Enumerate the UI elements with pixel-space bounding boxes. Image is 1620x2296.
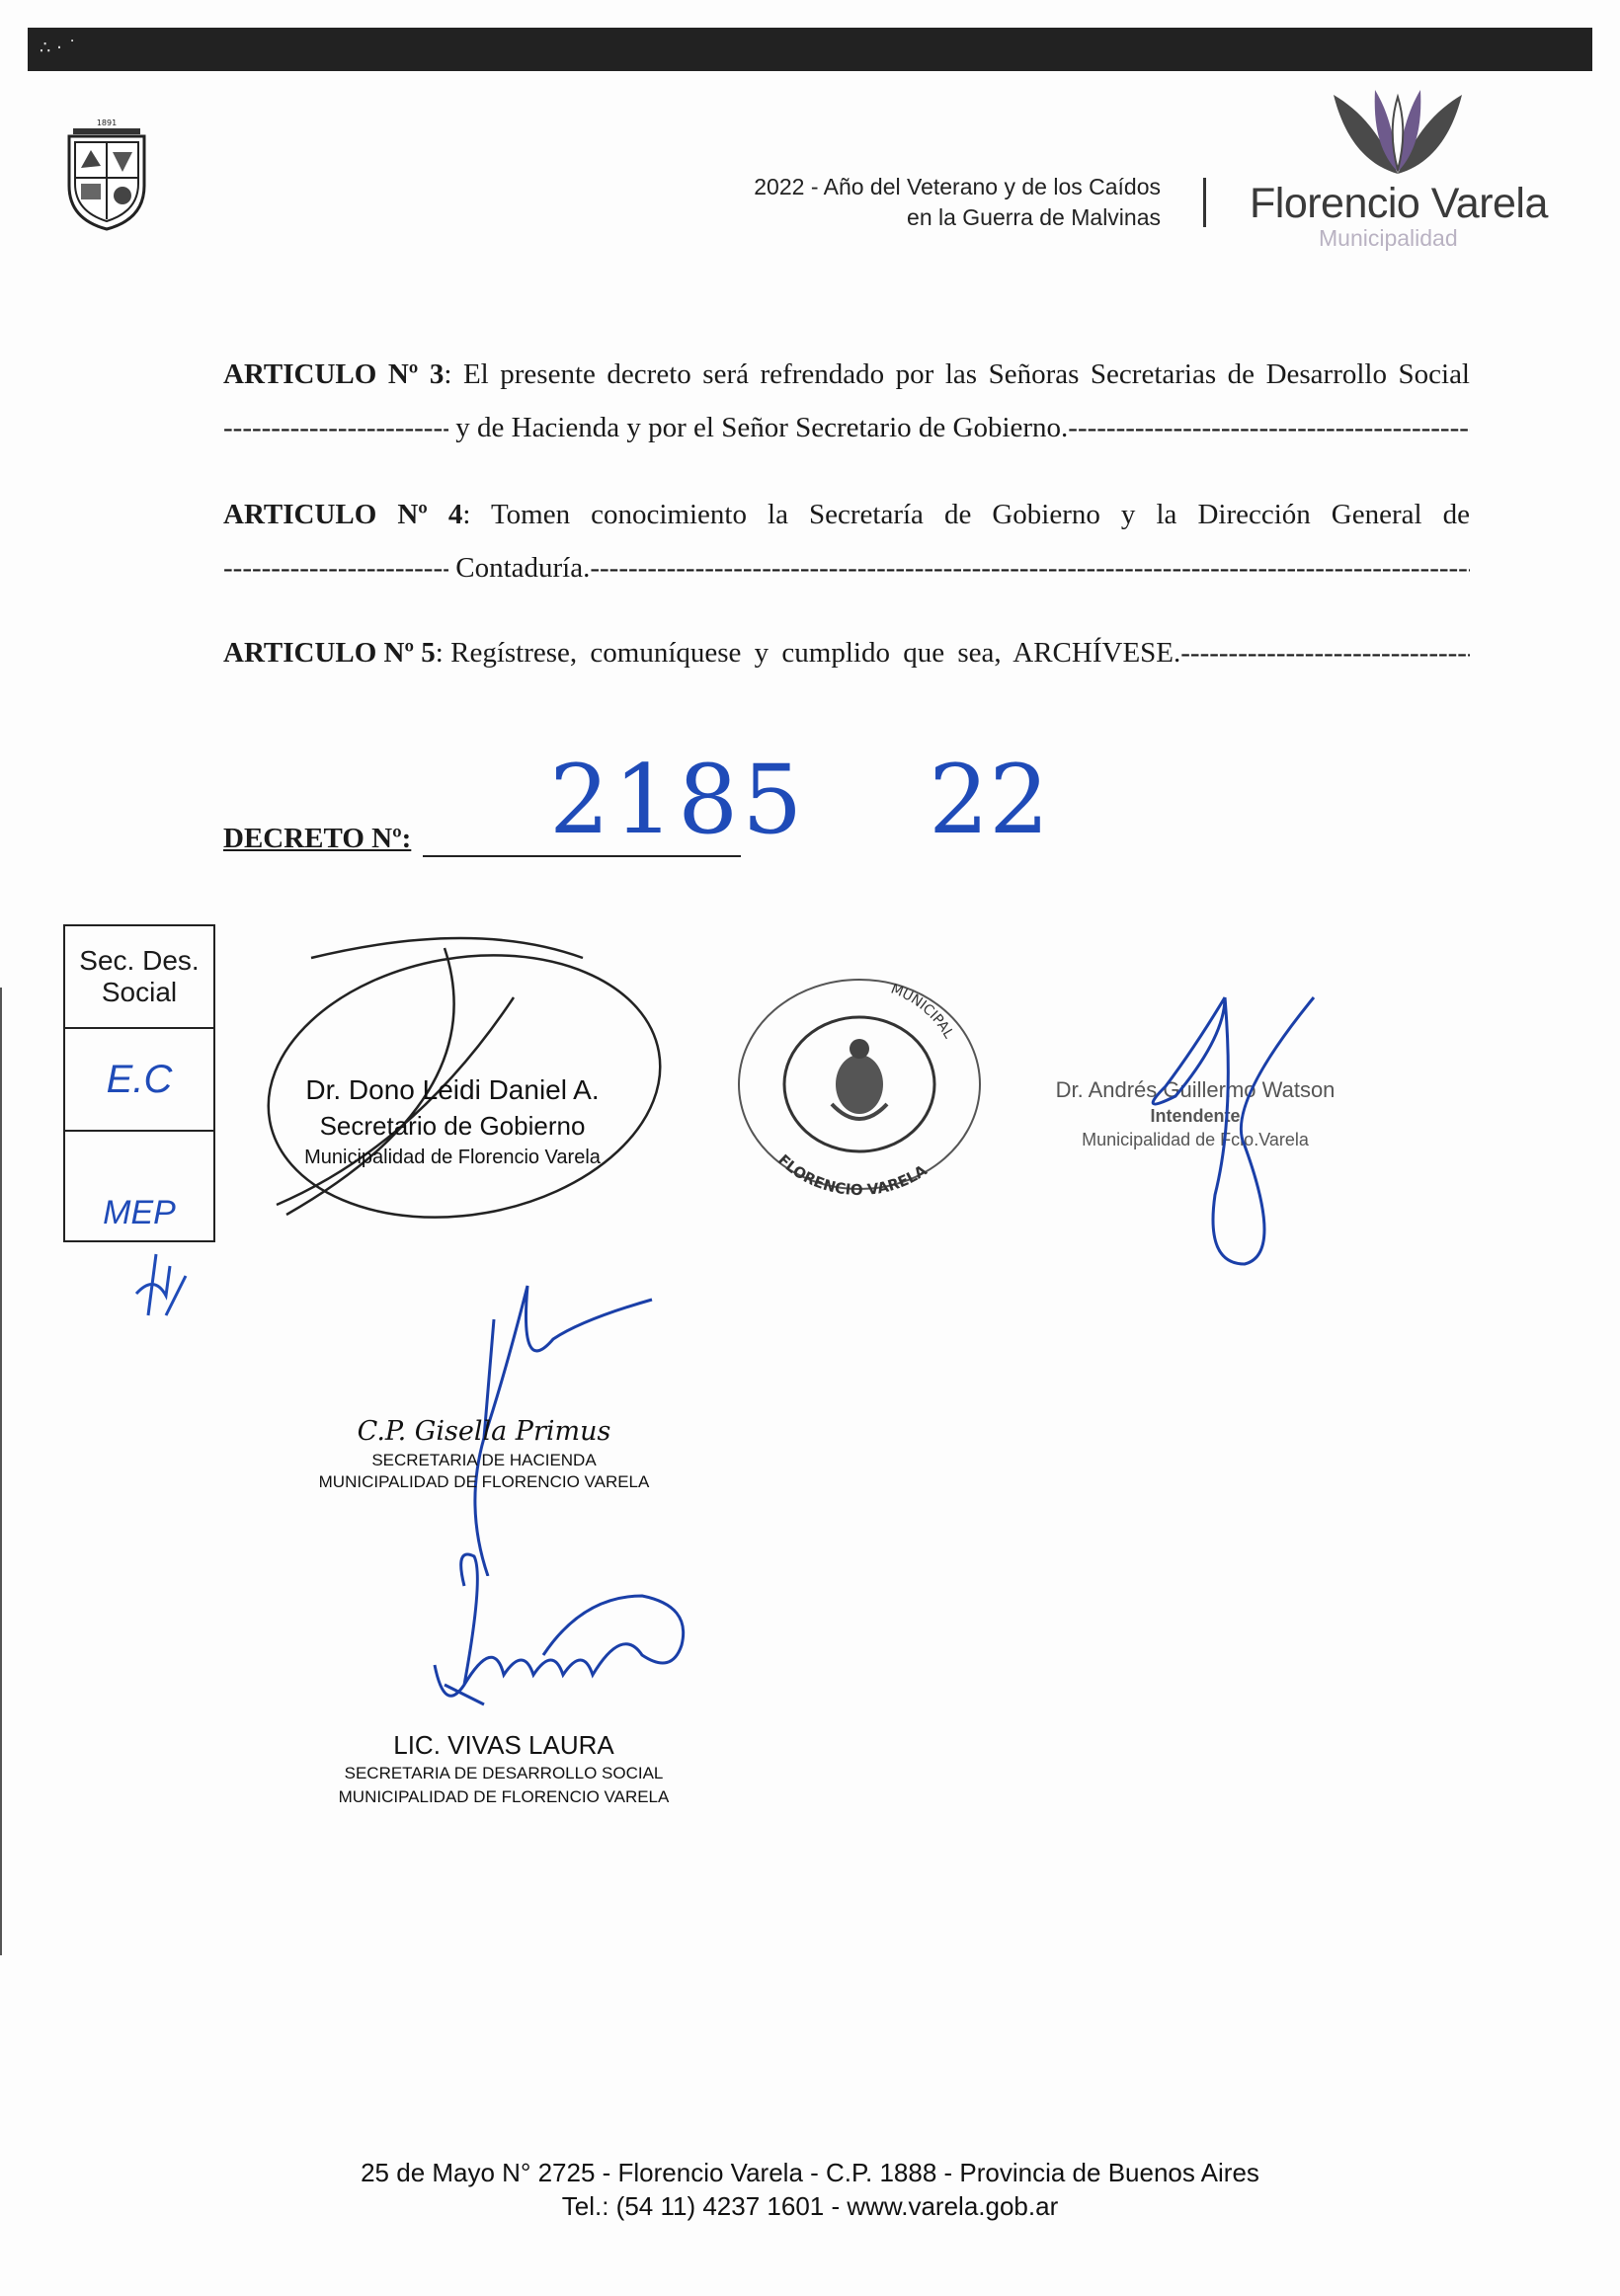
desarrollo-name: LIC. VIVAS LAURA <box>393 1730 614 1760</box>
slogan-line-1: 2022 - Año del Veterano y de los Caídos <box>754 174 1161 199</box>
article-3-line-2 <box>223 401 1470 454</box>
article-4-text-2: Contaduría. <box>455 552 591 584</box>
decreto-underline <box>423 855 741 857</box>
hacienda-signature-block <box>296 1414 672 1493</box>
article-4-line-1: ARTICULO Nº 4: Tomen conocimiento la Secretaría de Gobierno y la Dirección General de <box>223 499 1470 530</box>
intendente-title: Intendente <box>1150 1106 1241 1126</box>
article-4-line-2 <box>223 541 1470 594</box>
hacienda-title: SECRETARIA DE HACIENDA <box>371 1451 597 1469</box>
decreto-label: DECRETO Nº: <box>223 823 412 854</box>
gobierno-signature-block <box>265 1072 640 1171</box>
article-3 <box>223 348 1470 454</box>
gobierno-title: Secretario de Gobierno <box>319 1111 586 1141</box>
article-3-text: El presente decreto será refrendado por las Señoras Secretarias de Desarrollo Social <box>462 358 1470 390</box>
approval-initials-2: MEP <box>103 1194 176 1231</box>
article-5 <box>223 626 1470 679</box>
approval-box <box>63 924 215 1242</box>
article-5-line-1: ARTICULO Nº 5 : Regístrese, comuníquese y cumplido que sea, ARCHÍVESE. ----- <box>223 626 1470 679</box>
header-divider <box>1203 178 1206 227</box>
footer-address: 25 de Mayo N° 2725 - Florencio Varela - C.P. 1888 - Provincia de Buenos Aires <box>361 2158 1259 2187</box>
decreto-number: 2185 <box>549 745 807 855</box>
article-4-text: Tomen conocimiento la Secretaría de Gobierno y la Dirección General de <box>490 499 1470 530</box>
article-5-label: ARTICULO Nº 5 <box>223 637 436 669</box>
desarrollo-org: MUNICIPALIDAD DE FLORENCIO VARELA <box>338 1787 670 1806</box>
approval-initials-1: E.C <box>65 1029 213 1132</box>
seal-bottom-text: FLORENCIO VARELA <box>774 1150 931 1200</box>
desarrollo-signature-icon <box>425 1537 721 1724</box>
intendente-org: Municipalidad de Fcio.Varela <box>1082 1130 1309 1149</box>
gobierno-org: Municipalidad de Florencio Varela <box>304 1147 601 1168</box>
hacienda-org: MUNICIPALIDAD DE FLORENCIO VARELA <box>318 1472 650 1491</box>
gobierno-name: Dr. Dono Leidi Daniel A. <box>305 1074 600 1105</box>
scan-top-bar <box>28 28 1592 71</box>
footer-contact: Tel.: (54 11) 4237 1601 - www.varela.gob.ar <box>561 2191 1059 2221</box>
municipal-seal-icon <box>721 968 998 1205</box>
florencio-varela-logo-icon <box>1324 85 1472 176</box>
scan-corner-mark: ∴ · ˙ <box>40 38 77 58</box>
slogan-line-2: en la Guerra de Malvinas <box>907 204 1161 230</box>
article-5-text: Regístrese, comuníquese y cumplido que sea, ARCHÍVESE. <box>450 637 1181 669</box>
article-3-label: ARTICULO Nº 3 <box>223 358 445 390</box>
desarrollo-title: SECRETARIA DE DESARROLLO SOCIAL <box>344 1764 664 1782</box>
brand-name: Florencio Varela <box>1250 180 1548 227</box>
scan-left-edge <box>0 988 2 1955</box>
article-4-label: ARTICULO Nº 4 <box>223 499 463 530</box>
hacienda-name: C.P. Gisella Primus <box>357 1416 611 1447</box>
footer <box>0 2156 1620 2223</box>
seal-top-text: MUNICIPAL <box>888 981 957 1042</box>
intendente-name: Dr. Andrés Guillermo Watson <box>1055 1077 1336 1102</box>
header-slogan <box>754 172 1161 233</box>
crest-year: 1891 <box>96 119 118 127</box>
brand-subtitle: Municipalidad <box>1319 225 1458 251</box>
desarrollo-signature-block <box>296 1728 711 1809</box>
intendente-signature-icon <box>1116 978 1343 1274</box>
decreto-year: 22 <box>929 745 1050 855</box>
article-4 <box>223 488 1470 594</box>
article-3-line-1: ARTICULO Nº 3: El presente decreto será refrendado por las Señoras Secretarias de Desarrollo Social <box>223 358 1470 390</box>
approval-box-header: Sec. Des. Social <box>65 926 213 1029</box>
article-3-text-2: y de Hacienda y por el Señor Secretario de Gobierno. <box>455 412 1069 443</box>
initials-scribble-icon <box>126 1246 205 1321</box>
municipal-crest-icon <box>63 117 150 233</box>
